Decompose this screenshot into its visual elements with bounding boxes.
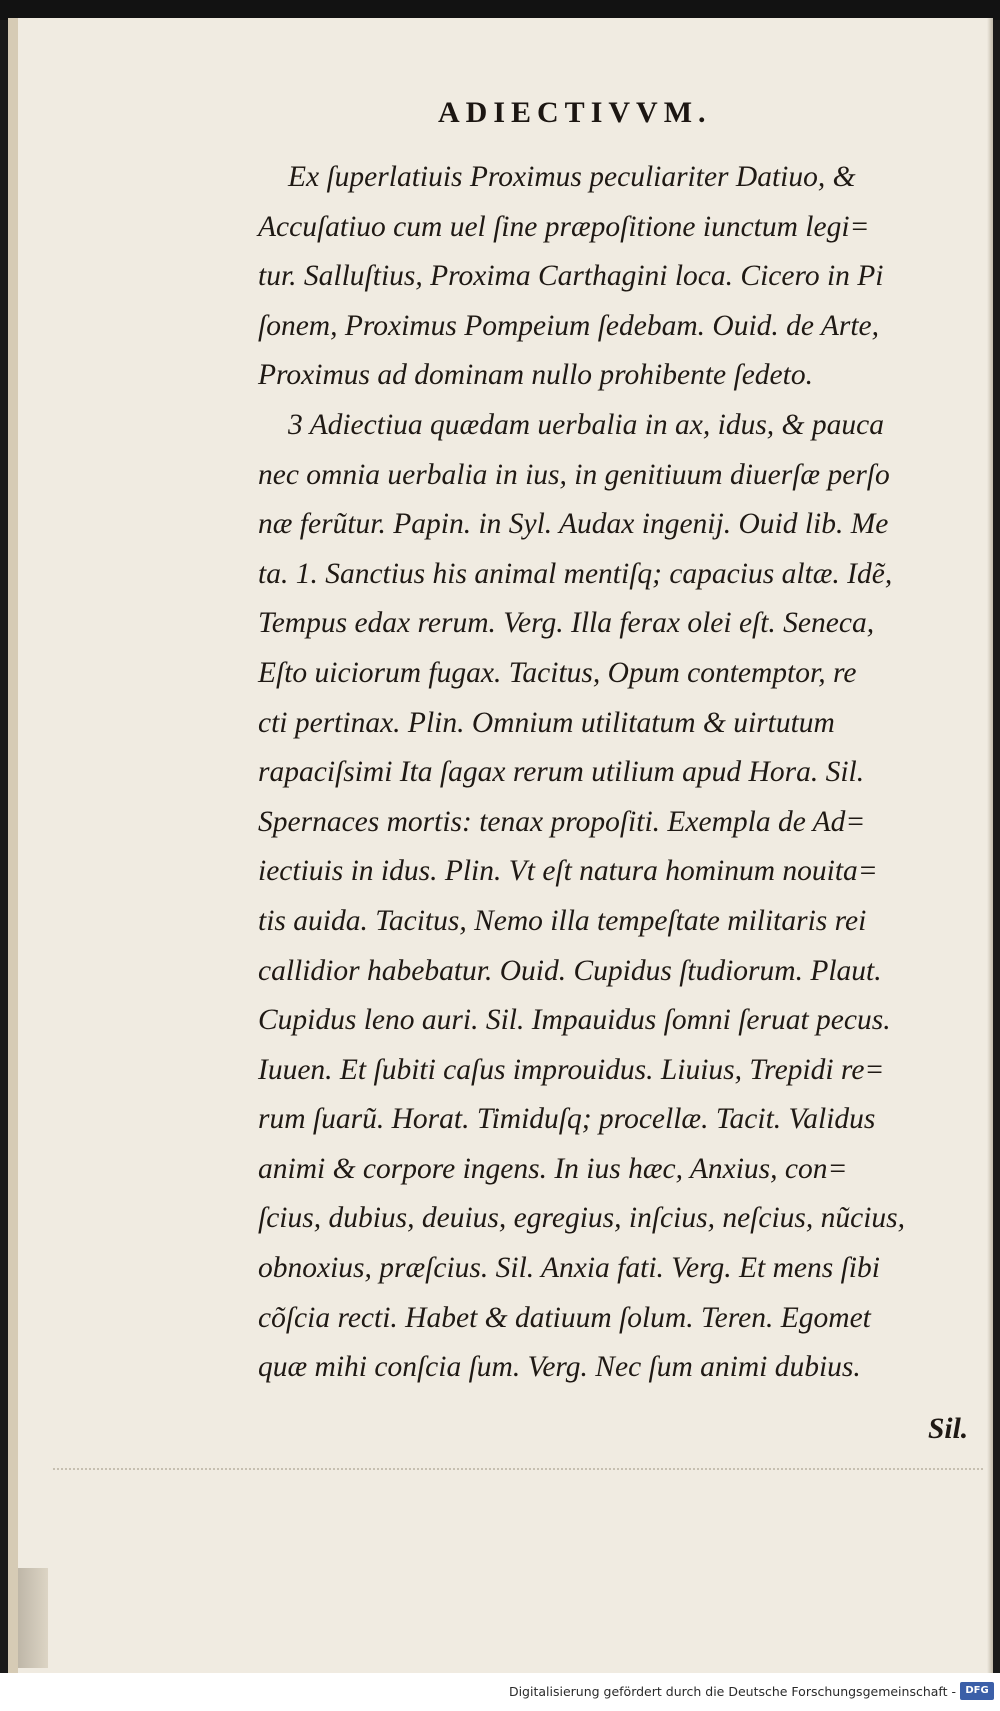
- footer-credit: Digitalisierung gefördert durch die Deutsche Forschungsgemeinschaft -: [508, 1684, 956, 1699]
- dotted-divider: [53, 1468, 983, 1470]
- page-body-text: [258, 153, 986, 1393]
- page-edge-shading: [18, 1568, 48, 1668]
- dfg-logo-icon: DFG: [960, 1682, 994, 1700]
- text-line: cõſcia recti. Habet & datiuum ſolum. Teren. Egomet: [258, 1301, 871, 1334]
- text-line: Cupidus leno auri. Sil. Impauidus ſomni ſeruat pecus.: [258, 1004, 891, 1037]
- footer-bar: [0, 1673, 1000, 1711]
- text-line: ſcius, dubius, deuius, egregius, inſcius, neſcius, nũcius,: [258, 1202, 906, 1235]
- text-line: quæ mihi conſcia ſum. Verg. Nec ſum animi dubius.: [258, 1351, 861, 1384]
- text-line: ta. 1. Sanctius his animal mentiſq; capacius altæ. Idẽ,: [258, 557, 893, 590]
- text-line: iectiuis in idus. Plin. Vt eſt natura hominum nouita=: [258, 855, 878, 888]
- text-line: Iuuen. Et ſubiti caſus improuidus. Liuius, Trepidi re=: [258, 1053, 885, 1086]
- running-header: ADIECTIVVM.: [438, 96, 712, 129]
- text-line: ſonem, Proximus Pompeium ſedebam. Ouid. de Arte,: [258, 309, 880, 342]
- top-dark-border: [0, 0, 1000, 20]
- page-right-shadow: [987, 18, 993, 1673]
- text-line: nec omnia uerbalia in ius, in genitiuum diuerſæ perſo: [258, 458, 890, 491]
- text-line: Eſto uiciorum fugax. Tacitus, Opum contemptor, re: [258, 656, 857, 689]
- text-line: Proximus ad dominam nullo prohibente ſedeto.: [258, 359, 813, 392]
- text-line: næ ferũtur. Papin. in Syl. Audax ingenij. Ouid lib. Me: [258, 508, 889, 541]
- text-line: Tempus edax rerum. Verg. Illa ferax olei eſt. Seneca,: [258, 607, 875, 640]
- text-line: callidior habebatur. Ouid. Cupidus ſtudiorum. Plaut.: [258, 954, 882, 987]
- text-line: Ex ſuperlatiuis Proximus peculiariter Datiuo, &: [288, 161, 856, 193]
- text-line: 3 Adiectiua quædam uerbalia in ax, idus, & pauca: [288, 408, 884, 441]
- catchword: Sil.: [928, 1413, 969, 1445]
- text-line: rapaciſsimi Ita ſagax rerum utilium apud Hora. Sil.: [258, 756, 865, 789]
- text-line: obnoxius, præſcius. Sil. Anxia fati. Verg. Et mens ſibi: [258, 1252, 880, 1285]
- text-line: tur. Salluſtius, Proxima Carthagini loca. Cicero in Pi: [258, 260, 884, 293]
- text-line: animi & corpore ingens. In ius hæc, Anxius, con=: [258, 1152, 848, 1185]
- text-line: Spernaces mortis: tenax propoſiti. Exempla de Ad=: [258, 805, 866, 838]
- text-line: tis auida. Tacitus, Nemo illa tempeſtate militaris rei: [258, 904, 867, 937]
- text-line: rum ſuarũ. Horat. Timiduſq; procellæ. Tacit. Validus: [258, 1103, 876, 1136]
- book-page: [8, 18, 993, 1673]
- text-line: cti pertinax. Plin. Omnium utilitatum & uirtutum: [258, 706, 835, 739]
- text-line: Accuſatiuo cum uel ſine præpoſitione iunctum legi=: [258, 210, 870, 243]
